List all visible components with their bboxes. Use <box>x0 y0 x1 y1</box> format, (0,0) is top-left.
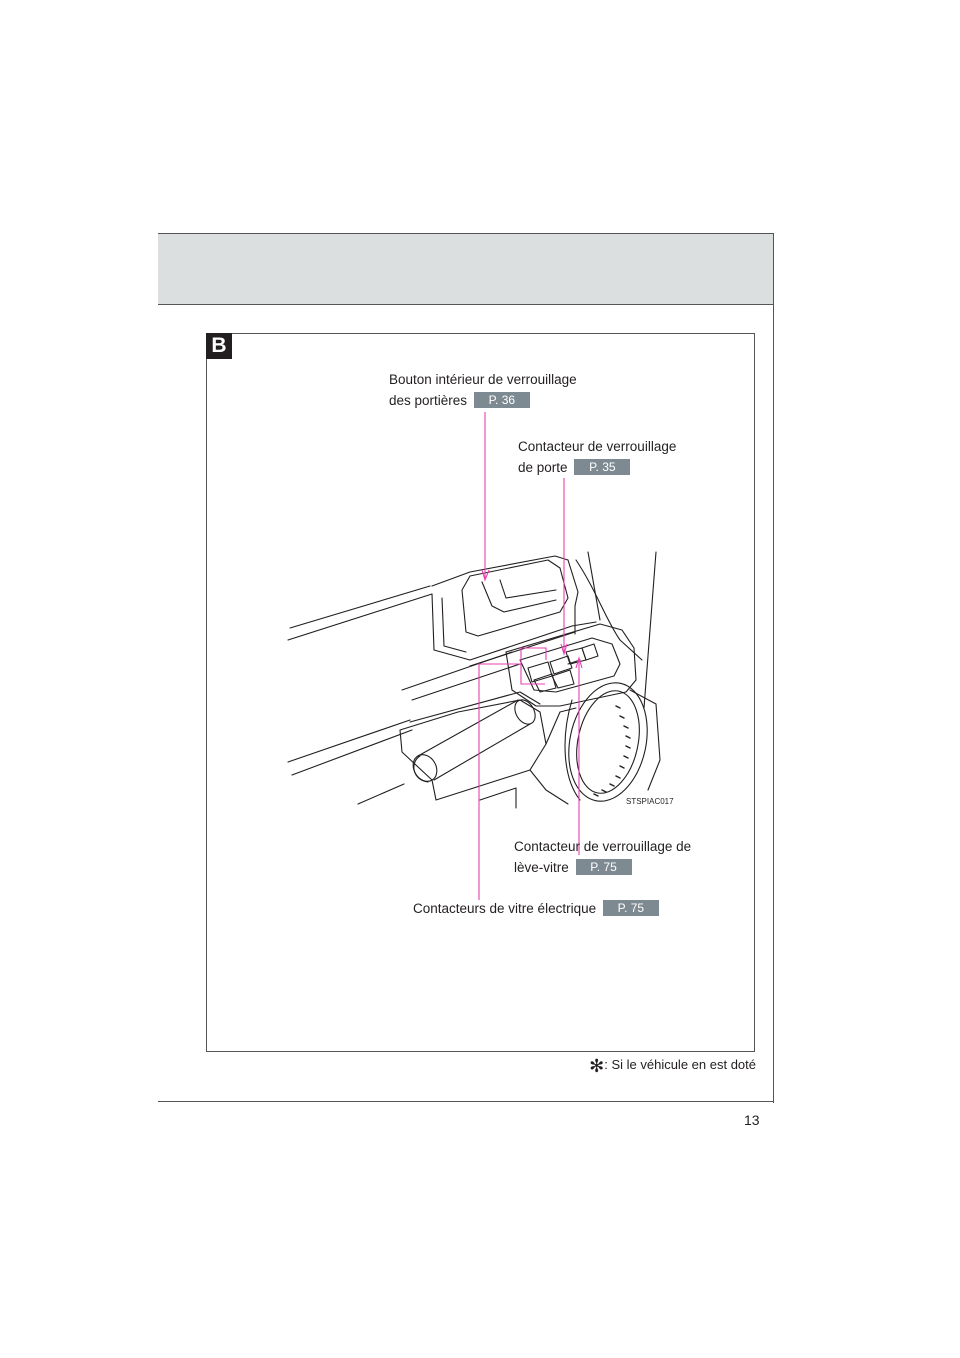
callout-line: Bouton intérieur de verrouillage <box>389 372 577 387</box>
callout-inside-lock-button <box>389 369 577 411</box>
page-ref-badge[interactable]: P. 75 <box>576 859 632 875</box>
callout-door-lock-switch <box>518 436 676 478</box>
callout-line: Contacteurs de vitre électrique <box>413 901 597 916</box>
page-ref-badge[interactable]: P. 36 <box>474 392 530 408</box>
section-badge: B <box>206 333 232 359</box>
callout-line: de porte <box>518 460 568 475</box>
illustration-code: STSPIAC017 <box>626 797 674 806</box>
callout-line-with-ref <box>514 857 691 878</box>
callout-line: Contacteur de verrouillage de <box>514 839 692 854</box>
callout-line-with-ref <box>518 457 676 478</box>
callout-line-with-ref <box>389 390 577 411</box>
callout-window-lock-switch <box>514 836 691 878</box>
page-number: 13 <box>744 1112 760 1128</box>
asterisk-icon: ✻ <box>589 1056 605 1076</box>
footnote-text: : Si le véhicule en est doté <box>604 1057 756 1072</box>
callout-power-window-switches <box>413 898 659 919</box>
callout-line: lève-vitre <box>514 860 569 875</box>
callout-line: des portières <box>389 393 468 408</box>
page-ref-badge[interactable]: P. 75 <box>603 900 659 916</box>
footnote <box>589 1056 756 1077</box>
page-ref-badge[interactable]: P. 35 <box>574 459 630 475</box>
callout-line: Contacteur de verrouillage <box>518 439 677 454</box>
